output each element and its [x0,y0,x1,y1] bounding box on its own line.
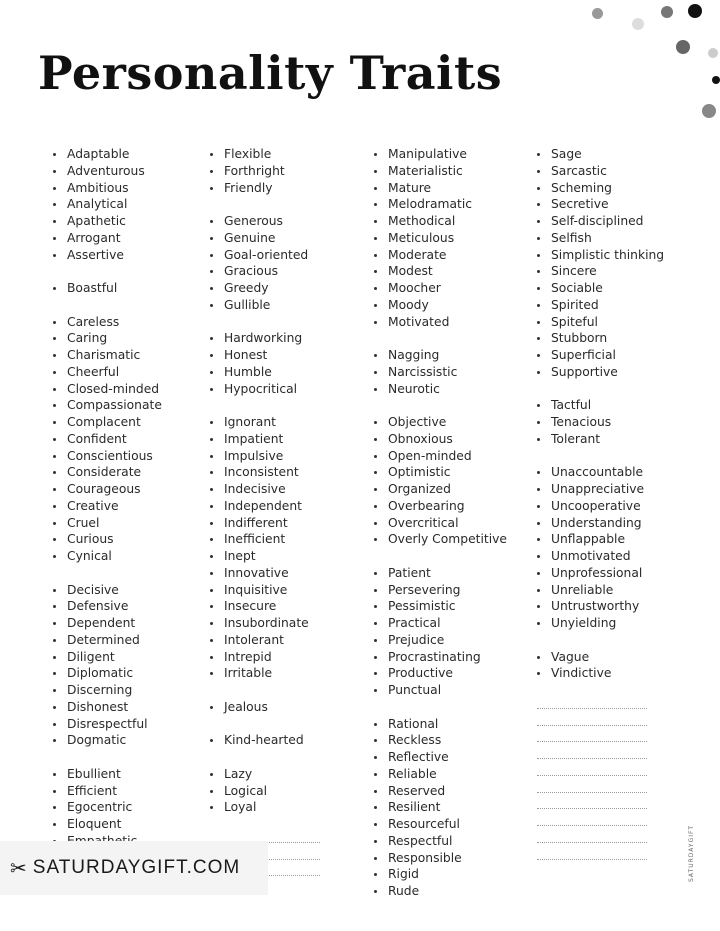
side-watermark: SATURDAYGIFT [688,824,695,882]
trait-item: Optimistic [374,464,507,481]
spacer [53,565,162,582]
trait-item: Modest [374,263,507,280]
trait-item: Careless [53,314,162,331]
trait-item: Disrespectful [53,716,162,733]
blank-write-in-line [537,783,664,800]
trait-item: Ignorant [210,414,309,431]
trait-item: Adventurous [53,163,162,180]
traits-column-1 [53,146,162,850]
trait-item: Humble [210,364,309,381]
trait-item: Diligent [53,649,162,666]
trait-item: Superficial [537,347,664,364]
trait-item: Unmotivated [537,548,664,565]
trait-item: Unflappable [537,531,664,548]
trait-item: Objective [374,414,507,431]
trait-item: Patient [374,565,507,582]
trait-item: Eloquent [53,816,162,833]
confetti-dot [592,8,603,19]
confetti-dot [702,104,716,118]
trait-item: Adaptable [53,146,162,163]
trait-item: Overly Competitive [374,531,507,548]
trait-item: Insecure [210,598,309,615]
trait-item: Responsible [374,850,507,867]
blank-write-in-line [537,799,664,816]
trait-item: Spirited [537,297,664,314]
spacer [53,297,162,314]
trait-item: Productive [374,665,507,682]
confetti-dot [688,4,702,18]
trait-item: Egocentric [53,799,162,816]
spacer [53,263,162,280]
trait-item: Spiteful [537,314,664,331]
trait-item: Sincere [537,263,664,280]
trait-item: Motivated [374,314,507,331]
trait-item: Hardworking [210,330,309,347]
confetti-dot [632,18,644,30]
trait-item: Persevering [374,582,507,599]
trait-item: Greedy [210,280,309,297]
trait-item: Resourceful [374,816,507,833]
trait-item: Assertive [53,247,162,264]
page-title: Personality Traits [38,46,503,100]
trait-item: Tactful [537,397,664,414]
traits-column-3 [374,146,507,900]
trait-item: Determined [53,632,162,649]
trait-item: Charismatic [53,347,162,364]
blank-write-in-line [537,833,664,850]
trait-item: Considerate [53,464,162,481]
logo-text: SATURDAYGIFT.COM [32,857,241,878]
trait-item: Arrogant [53,230,162,247]
trait-item: Organized [374,481,507,498]
trait-item: Supportive [537,364,664,381]
blank-write-in-line [537,732,664,749]
trait-item: Sociable [537,280,664,297]
trait-item: Boastful [53,280,162,297]
trait-item: Unreliable [537,582,664,599]
trait-item: Simplistic thinking [537,247,664,264]
blank-write-in-line [537,766,664,783]
trait-item: Self-disciplined [537,213,664,230]
traits-column-4 [537,146,664,866]
trait-item: Friendly [210,180,309,197]
trait-item: Moody [374,297,507,314]
trait-item: Stubborn [537,330,664,347]
spacer [374,699,507,716]
trait-item: Innovative [210,565,309,582]
trait-item: Resilient [374,799,507,816]
site-logo [10,855,240,881]
confetti-dot [676,40,690,54]
trait-item: Cheerful [53,364,162,381]
trait-item: Unaccountable [537,464,664,481]
trait-item: Impulsive [210,448,309,465]
trait-item: Uncooperative [537,498,664,515]
trait-item: Inquisitive [210,582,309,599]
trait-item: Closed-minded [53,381,162,398]
trait-item: Melodramatic [374,196,507,213]
trait-item: Indifferent [210,515,309,532]
trait-item: Genuine [210,230,309,247]
trait-item: Diplomatic [53,665,162,682]
trait-item: Reckless [374,732,507,749]
spacer [537,448,664,465]
trait-item: Defensive [53,598,162,615]
trait-item: Untrustworthy [537,598,664,615]
spacer [537,632,664,649]
trait-item: Irritable [210,665,309,682]
trait-item: Methodical [374,213,507,230]
trait-item: Gracious [210,263,309,280]
trait-item: Meticulous [374,230,507,247]
trait-item: Procrastinating [374,649,507,666]
trait-item: Inefficient [210,531,309,548]
trait-item: Reflective [374,749,507,766]
spacer [210,397,309,414]
trait-item: Reserved [374,783,507,800]
trait-item: Honest [210,347,309,364]
trait-item: Kind-hearted [210,732,309,749]
trait-item: Vague [537,649,664,666]
trait-item: Selfish [537,230,664,247]
trait-item: Dependent [53,615,162,632]
trait-item: Respectful [374,833,507,850]
trait-item: Indecisive [210,481,309,498]
blank-write-in-line [537,699,664,716]
trait-item: Flexible [210,146,309,163]
trait-item: Discerning [53,682,162,699]
trait-item: Obnoxious [374,431,507,448]
traits-column-2 [210,146,309,883]
confetti-dot [708,48,718,58]
spacer [210,749,309,766]
trait-item: Pessimistic [374,598,507,615]
trait-item: Understanding [537,515,664,532]
trait-item: Punctual [374,682,507,699]
trait-item: Overcritical [374,515,507,532]
confetti-dot [712,76,720,84]
trait-item: Curious [53,531,162,548]
trait-item: Ambitious [53,180,162,197]
spacer [210,314,309,331]
trait-item: Practical [374,615,507,632]
blank-write-in-line [537,749,664,766]
trait-item: Inconsistent [210,464,309,481]
trait-item: Intolerant [210,632,309,649]
spacer [210,196,309,213]
spacer [374,397,507,414]
confetti-dot [661,6,673,18]
trait-item: Gullible [210,297,309,314]
trait-item: Ebullient [53,766,162,783]
trait-item: Forthright [210,163,309,180]
trait-item: Scheming [537,180,664,197]
spacer [374,548,507,565]
trait-item: Cruel [53,515,162,532]
trait-item: Caring [53,330,162,347]
trait-item: Goal-oriented [210,247,309,264]
trait-item: Generous [210,213,309,230]
trait-item: Sarcastic [537,163,664,180]
trait-item: Cynical [53,548,162,565]
blank-write-in-line [537,850,664,867]
trait-item: Creative [53,498,162,515]
spacer [210,716,309,733]
trait-item: Inept [210,548,309,565]
spacer [537,682,664,699]
trait-item: Conscientious [53,448,162,465]
trait-item: Efficient [53,783,162,800]
trait-item: Narcissistic [374,364,507,381]
trait-item: Manipulative [374,146,507,163]
trait-item: Insubordinate [210,615,309,632]
trait-item: Moderate [374,247,507,264]
trait-item: Overbearing [374,498,507,515]
trait-item: Confident [53,431,162,448]
trait-item: Secretive [537,196,664,213]
trait-item: Tenacious [537,414,664,431]
blank-write-in-line [537,816,664,833]
trait-item: Unyielding [537,615,664,632]
trait-item: Moocher [374,280,507,297]
trait-item: Loyal [210,799,309,816]
trait-item: Jealous [210,699,309,716]
trait-item: Apathetic [53,213,162,230]
trait-item: Open-minded [374,448,507,465]
trait-item: Independent [210,498,309,515]
trait-item: Compassionate [53,397,162,414]
trait-item: Complacent [53,414,162,431]
trait-item: Materialistic [374,163,507,180]
trait-item: Rude [374,883,507,900]
spacer [537,381,664,398]
trait-item: Prejudice [374,632,507,649]
trait-item: Hypocritical [210,381,309,398]
trait-item: Decisive [53,582,162,599]
spacer [374,330,507,347]
trait-item: Rigid [374,866,507,883]
trait-item: Impatient [210,431,309,448]
trait-item: Analytical [53,196,162,213]
trait-item: Mature [374,180,507,197]
trait-item: Intrepid [210,649,309,666]
trait-item: Nagging [374,347,507,364]
trait-item: Unprofessional [537,565,664,582]
trait-item: Dishonest [53,699,162,716]
trait-item: Reliable [374,766,507,783]
trait-item: Lazy [210,766,309,783]
trait-item: Courageous [53,481,162,498]
trait-item: Vindictive [537,665,664,682]
trait-item: Rational [374,716,507,733]
trait-item: Sage [537,146,664,163]
spacer [210,682,309,699]
trait-item: Tolerant [537,431,664,448]
scissors-icon: ✂ [10,856,27,880]
trait-item: Dogmatic [53,732,162,749]
spacer [53,749,162,766]
spacer [210,816,309,833]
trait-item: Logical [210,783,309,800]
trait-item: Neurotic [374,381,507,398]
blank-write-in-line [537,716,664,733]
trait-item: Unappreciative [537,481,664,498]
